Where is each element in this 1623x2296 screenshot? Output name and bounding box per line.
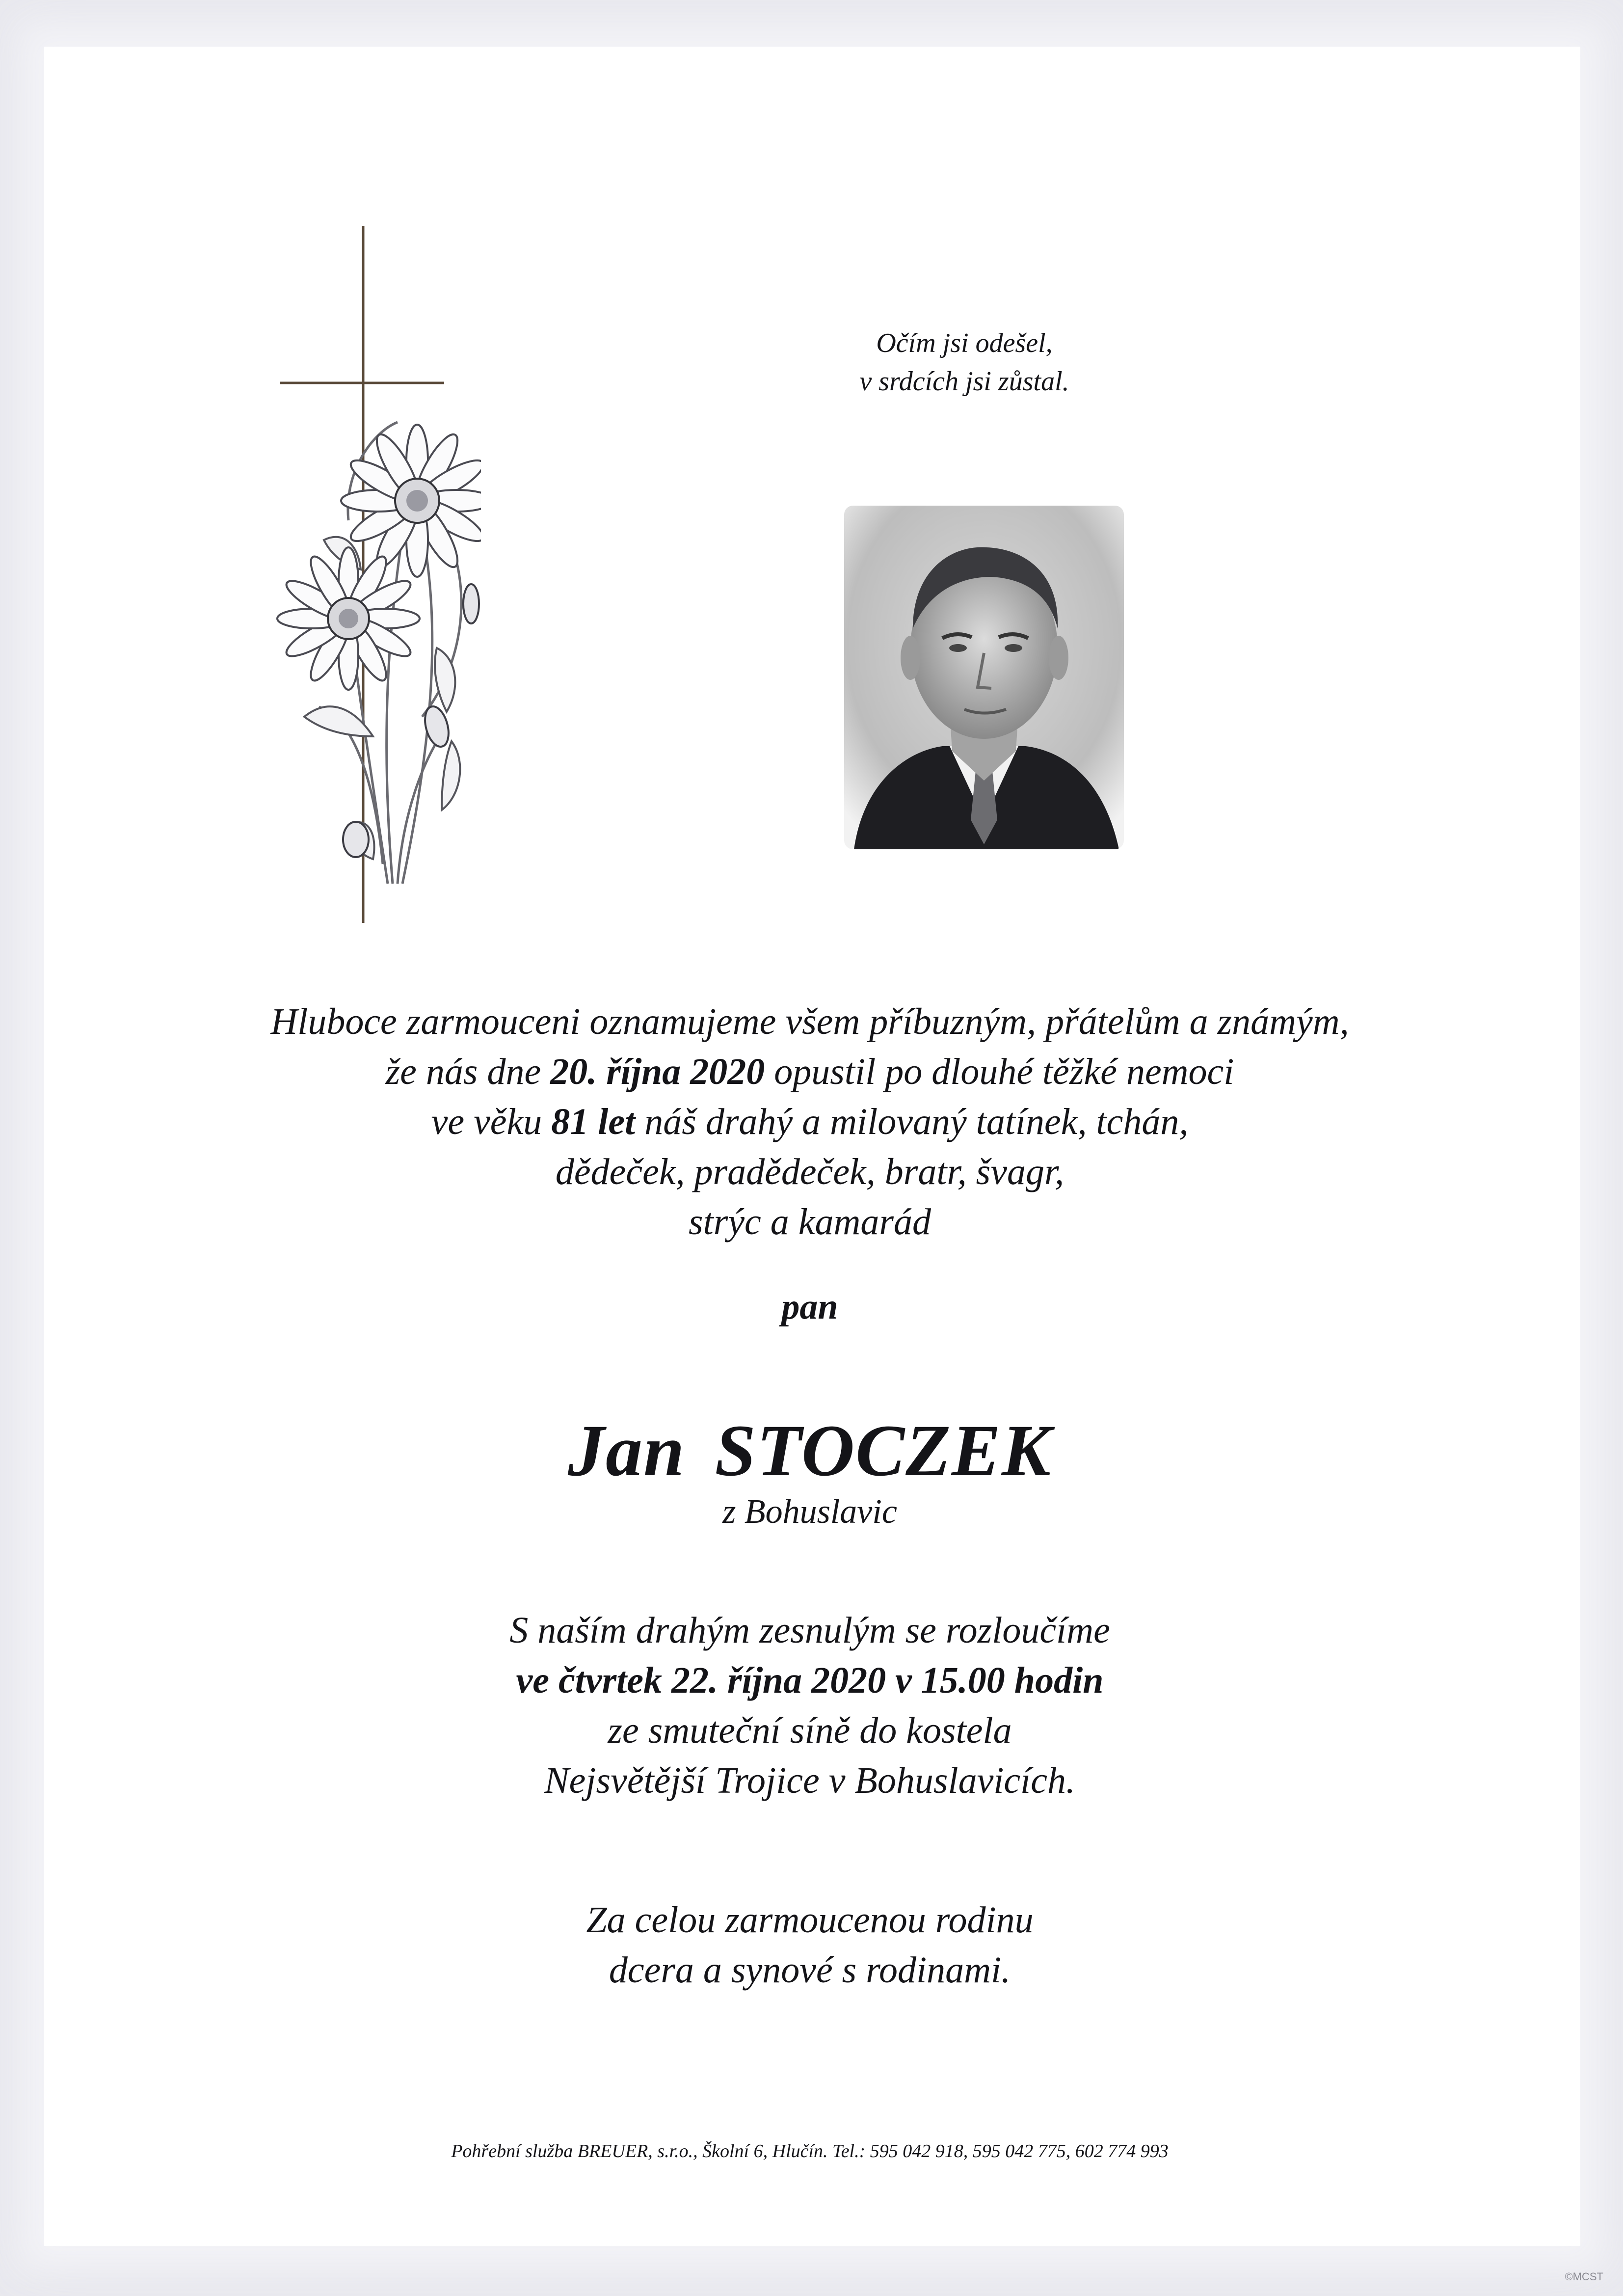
announcement-line-3-end: náš drahý a milovaný tatínek, tchán, bbox=[635, 1101, 1189, 1142]
announcement-line-2 bbox=[147, 1047, 1472, 1097]
signature-line-2: dcera a synové s rodinami. bbox=[609, 1949, 1011, 1991]
funeral-service-footer: Pohřební služba BREUER, s.r.o., Školní 6, Hlučín. Tel.: 595 042 918, 595 042 775, 602 774 993 bbox=[451, 2141, 1169, 2161]
farewell-line-1: S naším drahým zesnulým se rozloučíme bbox=[509, 1610, 1110, 1651]
farewell-text bbox=[294, 1605, 1325, 1806]
age: 81 let bbox=[551, 1101, 636, 1142]
farewell-datetime: ve čtvrtek 22. října 2020 v 15.00 hodin bbox=[516, 1660, 1104, 1701]
announcement-line-5: strýc a kamarád bbox=[689, 1201, 931, 1243]
announcement-line-4: dědeček, pradědeček, bratr, švagr, bbox=[555, 1151, 1064, 1192]
farewell-line-3: ze smuteční síně do kostela bbox=[608, 1710, 1012, 1751]
first-name: Jan bbox=[568, 1410, 686, 1491]
announcement-line-3 bbox=[147, 1097, 1472, 1147]
farewell-line-4: Nejsvětější Trojice v Bohuslavicích. bbox=[544, 1760, 1076, 1801]
portrait-photo bbox=[844, 506, 1124, 849]
announcement-line-2-end: opustil po dlouhé těžké nemoci bbox=[765, 1051, 1234, 1092]
origin: z Bohuslavic bbox=[722, 1493, 897, 1531]
motto bbox=[761, 324, 1168, 401]
announcement-text bbox=[147, 997, 1472, 1247]
surname: STOCZEK bbox=[715, 1410, 1052, 1491]
family-signature bbox=[442, 1895, 1178, 1995]
copyright-mark: ©MCST bbox=[1565, 2270, 1603, 2283]
deceased-name bbox=[344, 1409, 1276, 1492]
announcement-line-3-start: ve věku bbox=[431, 1101, 552, 1142]
signature-line-1: Za celou zarmoucenou rodinu bbox=[586, 1899, 1034, 1941]
motto-line-1: Očím jsi odešel, bbox=[876, 328, 1053, 358]
title-word: pan bbox=[781, 1287, 838, 1327]
announcement-line-1: Hluboce zarmouceni oznamujeme všem příbuzným, přátelům a známým, bbox=[270, 1001, 1349, 1042]
motto-line-2: v srdcích jsi zůstal. bbox=[859, 366, 1069, 397]
cross-flowers-ornament bbox=[275, 226, 481, 923]
death-date: 20. října 2020 bbox=[550, 1051, 765, 1092]
announcement-line-2-start: že nás dne bbox=[385, 1051, 551, 1092]
